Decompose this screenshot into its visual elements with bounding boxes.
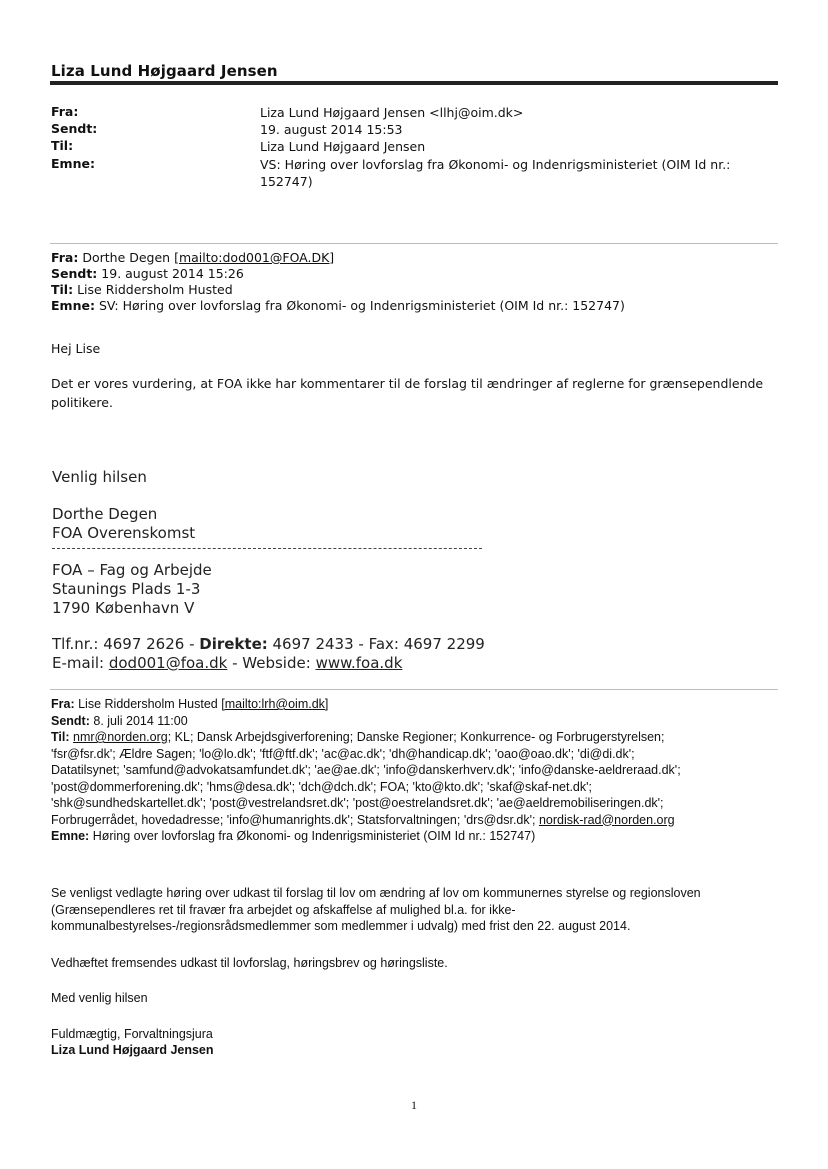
forward1-body: Det er vores vurdering, at FOA ikke har kommentarer til de forslag til ændringer af reglerne for grænsependlende politikere.: [51, 376, 764, 410]
forward2-para1: Se venligst vedlagte høring over udkast til forslag til lov om ændring af lov om kommunernes styrelse og regionsloven (Grænsependleres ret til fravær fra arbejdet og afskaffelse af mulighed bl.a. for ikke-kommunalbestyrelses-/regionsrådsmedlemmer som medlemmer i udvalg) med frist den 22. august 2014.: [51, 886, 701, 933]
signature-street: Staunings Plads 1-3: [52, 580, 201, 598]
emne-value: VS: Høring over lovforslag fra Økonomi- og Indenrigsministeriet (OIM Id nr.: 152747): [260, 157, 731, 189]
forward2-nordisk-link[interactable]: nordisk-rad@norden.org: [538, 812, 675, 827]
fra-label: Fra:: [51, 104, 79, 119]
til-label: Til:: [51, 138, 74, 153]
forward2-mailto-link[interactable]: [mailto:lrh@oim.dk]: [221, 697, 329, 711]
forward2-til-line6: Forbrugerrådet, hovedadresse; 'info@humanrights.dk'; Statsforvaltningen; 'drs@dsr.dk'; nordisk-rad@norden.org: [51, 812, 675, 827]
separator-rule-2: [50, 689, 778, 690]
forward2-til-line4: 'post@dommerforening.dk'; 'hms@desa.dk'; 'dch@dch.dk'; FOA; 'kto@kto.dk'; 'skaf@skaf-net.dk';: [51, 779, 592, 794]
forward2-headers: [51, 696, 771, 845]
forward1-headers: [51, 250, 625, 314]
forward1-mailto-link[interactable]: [mailto:dod001@FOA.DK]: [174, 250, 335, 265]
forward2-signer: Liza Lund Højgaard Jensen: [51, 1043, 214, 1057]
forward2-closing: Med venlig hilsen: [51, 991, 148, 1005]
separator-rule: [50, 243, 778, 244]
forward1-til: Til: Lise Riddersholm Husted: [51, 282, 233, 297]
fra-value: Liza Lund Højgaard Jensen <llhj@oim.dk>: [260, 105, 524, 120]
signature-name: Dorthe Degen: [52, 505, 158, 523]
sendt-label: Sendt:: [51, 121, 98, 136]
forward2-para2: Vedhæftet fremsendes udkast til lovforslag, høringsbrev og høringsliste.: [51, 956, 448, 970]
signature-web-link[interactable]: www.foa.dk: [315, 654, 403, 672]
emne-label: Emne:: [51, 156, 95, 171]
forward2-til-link[interactable]: nmr@norden.org: [73, 730, 168, 744]
forward2-til: Til: nmr@norden.org; KL; Dansk Arbejdsgiverforening; Danske Regioner; Konkurrence- og Forbrugerstyrelsen;: [51, 730, 665, 744]
forward2-til-line5: 'shk@sundhedskartellet.dk'; 'post@vestrelandsret.dk'; 'post@oestrelandsret.dk'; 'ae@aeldremobiliseringen.dk';: [51, 796, 664, 810]
forward2-fra: Fra: Lise Riddersholm Husted [mailto:lrh@oim.dk]: [51, 697, 329, 711]
signature-phone-line: Tlf.nr.: 4697 2626 - Direkte: 4697 2433 - Fax: 4697 2299: [52, 635, 485, 653]
signature-contact-line: E-mail: dod001@foa.dk - Webside: www.foa.dk: [52, 654, 403, 672]
forward1-emne: Emne: SV: Høring over lovforslag fra Økonomi- og Indenrigsministeriet (OIM Id nr.: 152747): [51, 298, 625, 313]
signature-email-link[interactable]: dod001@foa.dk: [108, 654, 228, 672]
forward2-sendt: Sendt: 8. juli 2014 11:00: [51, 713, 188, 728]
forward2-emne: Emne: Høring over lovforslag fra Økonomi- og Indenrigsministeriet (OIM Id nr.: 152747): [51, 829, 536, 843]
page-number: 1: [411, 1098, 417, 1112]
signature-closing: Venlig hilsen: [52, 468, 147, 486]
signature-city: 1790 København V: [52, 599, 195, 617]
forward2-til-line3: Datatilsynet; 'samfund@advokatsamfundet.dk'; 'ae@ae.dk'; 'info@danskerhverv.dk'; 'info@danske-aeldreraad.dk';: [51, 763, 681, 777]
signature-dashed-divider: [52, 548, 482, 549]
forward1-fra: Fra: Dorthe Degen [mailto:dod001@FOA.DK]: [51, 250, 335, 265]
forward2-til-line2: 'fsr@fsr.dk'; Ældre Sagen; 'lo@lo.dk'; 'ftf@ftf.dk'; 'ac@ac.dk'; 'dh@handicap.dk'; 'oao@oao.dk'; 'di@di.dk';: [51, 746, 635, 761]
sender-name: Liza Lund Højgaard Jensen: [51, 62, 278, 80]
til-value: Liza Lund Højgaard Jensen: [260, 139, 426, 154]
signature-department: FOA Overenskomst: [52, 524, 196, 542]
forward1-sendt: Sendt: 19. august 2014 15:26: [51, 266, 244, 281]
header-rule: [50, 81, 778, 85]
forward1-greeting: Hej Lise: [51, 341, 101, 356]
signature-org: FOA – Fag og Arbejde: [52, 561, 212, 579]
sendt-value: 19. august 2014 15:53: [260, 122, 403, 137]
forward2-title: Fuldmægtig, Forvaltningsjura: [51, 1027, 213, 1041]
